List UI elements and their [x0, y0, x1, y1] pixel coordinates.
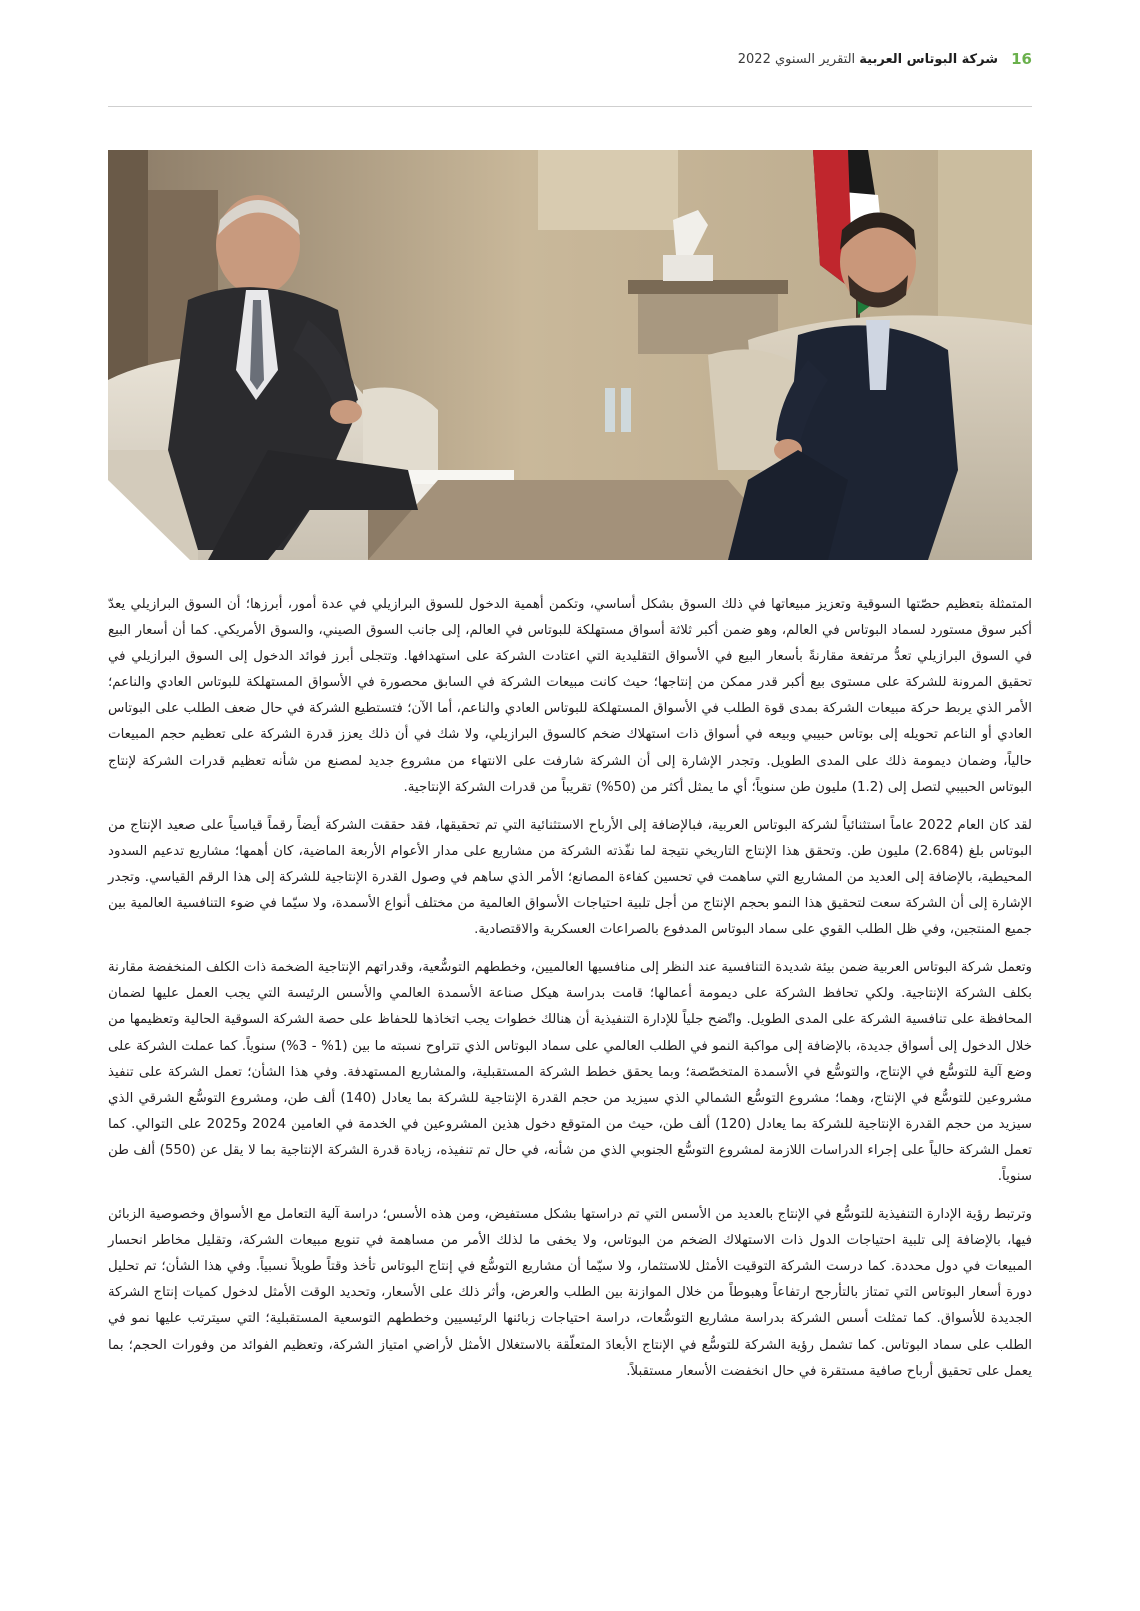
- page-header: [108, 50, 1032, 74]
- meeting-photo: [108, 150, 1032, 560]
- header-divider: [108, 106, 1032, 107]
- page-number: 16: [1011, 50, 1032, 68]
- header-title: [738, 52, 998, 67]
- article-body: [108, 592, 1032, 1397]
- paragraph: وتعمل شركة البوتاس العربية ضمن بيئة شديدة التنافسية عند النظر إلى منافسيها العالميين، وخططهم التوسُّعية، وقدراتهم الإنتاجية الضخمة ذات الكلف المنخفضة مقارنة بكلف الشركة الإنتاجية. ولكي تحافظ الشركة على ديمومة أعمالها؛ قامت بدراسة هيكل صناعة الأسمدة العالمي والأسس الرئيسة التي يجب العمل عليها لضمان المحافظة على تنافسية الشركة على المدى الطويل. واتّضح جلياً للإدارة التنفيذية أن هنالك خطوات يجب اتخاذها للحفاظ على حصة الشركة السوقية الحالية وتعظيمها من خلال الدخول إلى أسواق جديدة، بالإضافة إلى مواكبة النمو في الطلب العالمي على سماد البوتاس الذي تتراوح نسبته ما بين (1% - 3%) سنوياً. كما عملت الشركة على وضع آلية للتوسُّع في الإنتاج، والتوسُّع في الأسمدة المتخصّصة؛ وبما يحقق خطط الشركة المستقبلية، والمشاريع المستهدفة. وفي هذا الشأن؛ تعمل الشركة على تنفيذ مشروعين للتوسُّع في الإنتاج، وهما؛ مشروع التوسُّع الشمالي الذي سيزيد من حجم القدرة الإنتاجية للشركة بما يعادل (140) ألف طن، ومشروع التوسُّع الشرقي الذي سيزيد من حجم القدرة الإنتاجية للشركة بما يعادل (120) ألف طن، حيث من المتوقع دخول هذين المشروعين في الخدمة في العامين 2024 و2025 على التوالي. كما تعمل الشركة حالياً على إجراء الدراسات اللازمة لمشروع التوسُّع الجنوبي الذي من شأنه، في حال تم تنفيذه، زيادة قدرة الشركة الإنتاجية بما لا يقل عن (550) ألف طن سنوياً.: [108, 960, 1033, 1184]
- company-name: شركة البوتاس العربية: [859, 52, 998, 67]
- paragraph: لقد كان العام 2022 عاماً استثنائياً لشركة البوتاس العربية، فبالإضافة إلى الأرباح الاستثنائية التي تم تحقيقها، فقد حققت الشركة أيضاً رقماً قياسياً على صعيد الإنتاج من البوتاس بلغ (2.684) مليون طن. وتحقق هذا الإنتاج التاريخي نتيجة لما نفّذته الشركة من مشاريع على مدار الأعوام الأربعة الماضية، كان أهمها؛ مشاريع تدعيم السدود المحيطية، بالإضافة إلى العديد من المشاريع التي ساهمت في تحسين كفاءة المصانع؛ الأمر الذي ساهم في وصول القدرة الإنتاجية للشركة إلى هذا الرقم القياسي. وتجدر الإشارة إلى أن الشركة سعت لتحقيق هذا النمو بحجم الإنتاج من أجل تلبية احتياجات الأسواق العالمية من مختلف أنواع الأسمدة، ولا سيّما في ضوء التنافسية العالمية بين جميع المنتجين، وفي ظل الطلب القوي على سماد البوتاس المدفوع بالصراعات العسكرية والاقتصادية.: [108, 817, 1032, 938]
- paragraph: المتمثلة بتعظيم حصّتها السوقية وتعزيز مبيعاتها في ذلك السوق بشكل أساسي، وتكمن أهمية الدخول للسوق البرازيلي في عدة أمور، أبرزها؛ أن السوق البرازيلي يعدّ أكبر سوق مستورد لسماد البوتاس في العالم، وهو ضمن أكبر ثلاثة أسواق مستهلكة للبوتاس في العالم، إلى جانب السوق الصيني، والسوق الأمريكي. كما أن أسعار البيع في السوق البرازيلي تعدُّ مرتفعة مقارنةً بأسعار البيع في الأسواق التقليدية التي اعتادت الشركة على استهدافها. وتتجلى أبرز فوائد الدخول إلى السوق البرازيلي في تحقيق المرونة للشركة على مستوى بيع أكبر قدر ممكن من إنتاجها؛ حيث كانت مبيعات الشركة في السابق محصورة في الأسواق المستهلكة للبوتاس العادي والناعم؛ الأمر الذي يربط حركة مبيعات الشركة بمدى قوة الطلب في الأسواق المستهلكة للبوتاس العادي والناعم، أما الآن؛ فتستطيع الشركة في حال ضعف الطلب على البوتاس العادي أو الناعم تحويله إلى بوتاس حبيبي وبيعه في أسواق ذات استهلاك ضخم كالسوق البرازيلي، ولا شك في أن ذلك يعزز قدرة الشركة على تعظيم حجم المبيعات حالياً، وضمان ديمومة ذلك على المدى الطويل. وتجدر الإشارة إلى أن الشركة شارفت على الانتهاء من مشروع جديد لمصنع من شأنه تعظيم قدرات الشركة لإنتاج البوتاس الحبيبي لتصل إلى (1.2) مليون طن سنوياً؛ أي ما يمثل أكثر من (50%) تقريباً من قدرات الشركة الإنتاجية.: [108, 597, 1032, 795]
- report-title: التقرير السنوي 2022: [737, 52, 856, 67]
- paragraph: وترتبط رؤية الإدارة التنفيذية للتوسُّع في الإنتاج بالعديد من الأسس التي تم دراستها بشكل مستفيض، ومن هذه الأسس؛ دراسة آلية التعامل مع الأسواق وخصوصية الزبائن فيها، بالإضافة إلى تلبية احتياجات الدول ذات الاستهلاك الضخم من البوتاس، ولا يخفى ما لذلك الأمر من مساهمة في تنويع مبيعات الشركة، وتقليل مخاطر انحسار المبيعات في دول محددة. كما درست الشركة التوقيت الأمثل للاستثمار، ولا سيّما أن مشاريع التوسُّع في إنتاج البوتاس تأخذ وقتاً طويلاً نسبياً. وفي هذا الشأن؛ تم تحليل دورة أسعار البوتاس التي تمتاز بالتأرجح ارتفاعاً وهبوطاً من خلال الموازنة بين الطلب والعرض، وأثر ذلك على الأسعار، وتحديد الوقت الأمثل لدخول كميات إنتاج الشركة الجديدة للأسواق. كما تمثلت أسس الشركة بدراسة مشاريع التوسُّعات، دراسة احتياجات زبائنها الرئيسيين وخططهم التوسعية المستقبلية؛ التي سيترتب عليها نمو في الطلب على سماد البوتاس. كما تشمل رؤية الشركة للتوسُّع في الإنتاج الأبعادَ المتعلّقة بالاستغلال الأمثل لأراضي امتياز الشركة، وتعظيم الفوائد من وفورات الحجم؛ بما يعمل على تحقيق أرباح صافية مستقرة في حال انخفضت الأسعار مستقبلاً.: [108, 1207, 1032, 1379]
